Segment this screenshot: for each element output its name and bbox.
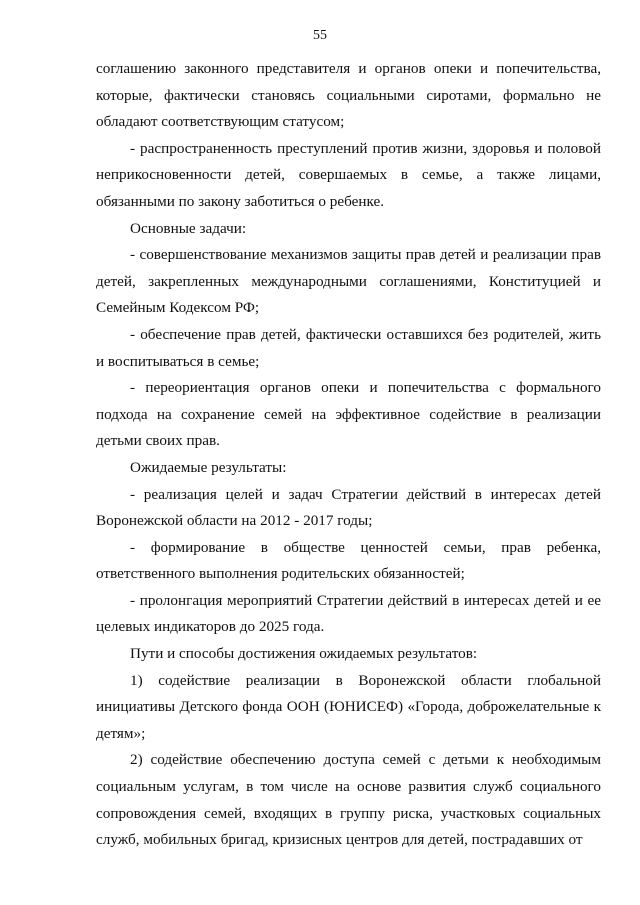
paragraph-13: 2) содействие обеспечению доступа семей с детьми к необходимым социальным услугам, в том числе на основе развития служб социального сопровождения семей, входящих в группу риска, участковых социальных служб, мобильных бригад, кризисных центров для детей, пострадавших от <box>96 751 601 849</box>
paragraph-8: - реализация целей и задач Стратегии действий в интересах детей Воронежской области на 2012 - 2017 годы; <box>96 485 601 530</box>
paragraph-4: - совершенствование механизмов защиты прав детей и реализации прав детей, закрепленных международными соглашениями, Конституцией и Семейным Кодексом РФ; <box>96 246 601 317</box>
document-body <box>96 56 601 854</box>
paragraph-7: Ожидаемые результаты: <box>130 458 287 476</box>
paragraph-3: Основные задачи: <box>130 219 247 237</box>
paragraph-2: - распространенность преступлений против жизни, здоровья и половой неприкосновенности детей, совершаемых в семье, а также лицами, обязанными по закону заботиться о ребенке. <box>96 139 601 210</box>
page-number: 55 <box>313 28 327 43</box>
paragraph-6: - переориентация органов опеки и попечительства с формального подхода на сохранение семей на эффективное содействие в реализации детьми своих прав. <box>96 379 601 450</box>
paragraph-10: - пролонгация мероприятий Стратегии действий в интересах детей и ее целевых индикаторов до 2025 года. <box>96 591 601 636</box>
paragraph-1: соглашению законного представителя и органов опеки и попечительства, которые, фактически становясь социальными сиротами, формально не обладают соответствующим статусом; <box>96 60 601 131</box>
paragraph-9: - формирование в обществе ценностей семьи, прав ребенка, ответственного выполнения родительских обязанностей; <box>96 538 601 583</box>
paragraph-5: - обеспечение прав детей, фактически оставшихся без родителей, жить и воспитываться в семье; <box>96 325 601 370</box>
paragraph-11: Пути и способы достижения ожидаемых результатов: <box>130 645 478 663</box>
paragraph-12: 1) содействие реализации в Воронежской области глобальной инициативы Детского фонда ООН (ЮНИСЕФ) «Города, доброжелательные к детям»; <box>96 671 601 742</box>
